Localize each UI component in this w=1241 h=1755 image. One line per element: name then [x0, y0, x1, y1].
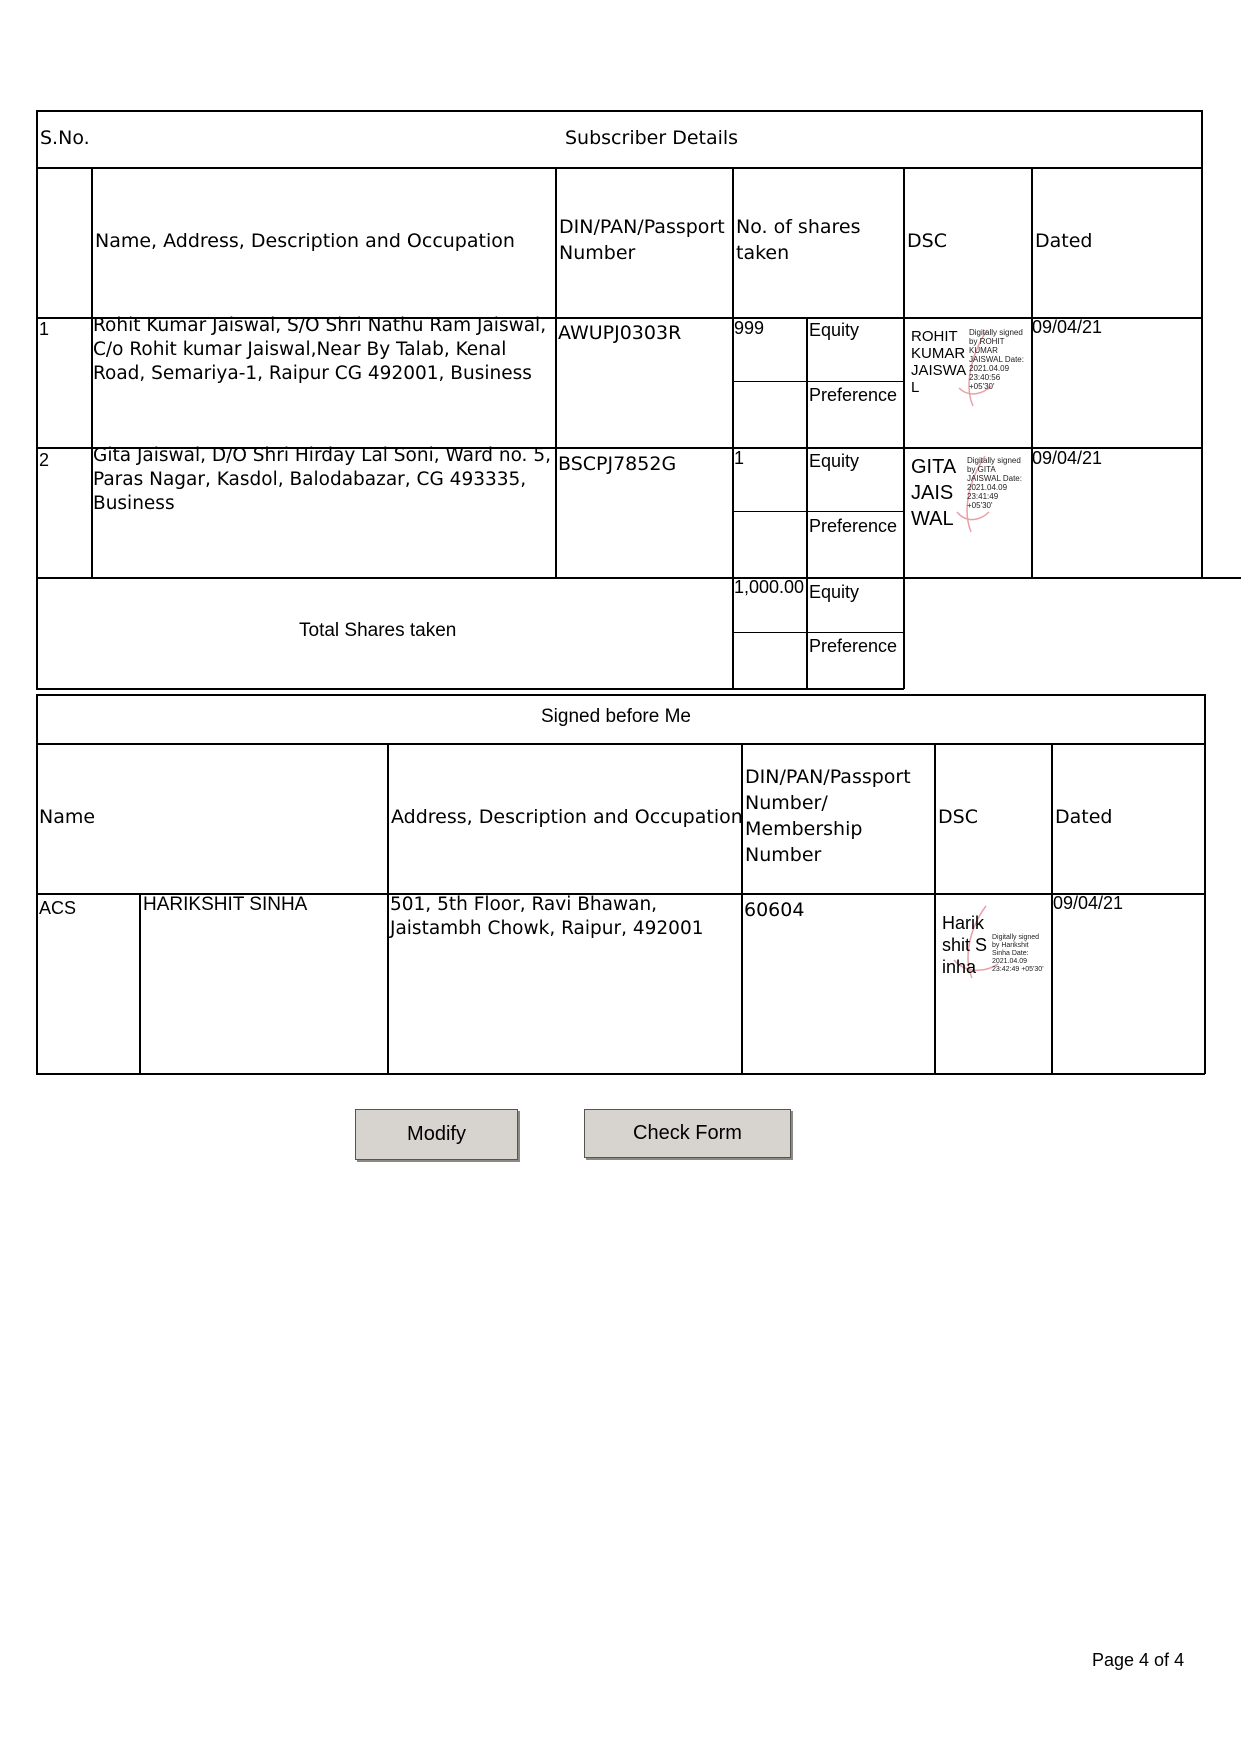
witness-din-header: DIN/PAN/Passport Number/ Membership Number	[745, 766, 911, 866]
dsc-column-header: DSC	[907, 230, 947, 252]
signed-before-me-title: Signed before Me	[541, 706, 691, 727]
subscriber-details-title: Subscriber Details	[565, 127, 739, 149]
equity-shares: 999	[734, 318, 765, 338]
equity-label: Equity	[809, 451, 860, 471]
page-number: Page 4 of 4	[1092, 1650, 1185, 1670]
din-value: BSCPJ7852G	[558, 453, 677, 475]
dsc-signature-meta: Digitally signed by Harikshit Sinha Date: 2021.04.09 23:42:49 +05'30'	[992, 934, 1044, 973]
shares-column-header: No. of shares taken	[736, 216, 861, 264]
dated-column-header: Dated	[1035, 230, 1093, 252]
digital-signature	[911, 328, 1029, 408]
preference-label: Preference	[809, 385, 898, 405]
witness-dsc-header: DSC	[938, 806, 978, 828]
row-sno: 1	[39, 319, 50, 339]
modify-button[interactable]: Modify	[355, 1109, 518, 1160]
witness-address: 501, 5th Floor, Ravi Bhawan, Jaistambh Chowk, Raipur, 492001	[390, 894, 704, 939]
witness-name-header: Name	[39, 806, 96, 828]
witness-dated: 09/04/21	[1053, 893, 1124, 913]
sno-header: S.No.	[40, 127, 90, 149]
membership-number: 60604	[744, 899, 805, 921]
subscriber-details: Rohit Kumar Jaiswal, S/O Shri Nathu Ram Jaiswal, C/o Rohit kumar Jaiswal,Near By Talab, Kenal Road, Semariya-1, Raipur CG 492001, Business	[93, 315, 547, 384]
subscriber-details: Gita Jaiswal, D/O Shri Hirday Lal Soni, Ward no. 5, Paras Nagar, Kasdol, Balodabazar, CG 493335, Business	[93, 445, 551, 514]
witness-address-header: Address, Description and Occupation	[391, 806, 743, 828]
din-column-header: DIN/PAN/Passport Number	[559, 216, 725, 264]
witness-dated-header: Dated	[1055, 806, 1113, 828]
din-value: AWUPJ0303R	[558, 322, 682, 344]
dated-value: 09/04/21	[1032, 317, 1103, 337]
total-equity-label: Equity	[809, 582, 860, 602]
witness-prefix: ACS	[39, 898, 77, 918]
name-column-header: Name, Address, Description and Occupation	[95, 230, 515, 252]
check-form-button[interactable]: Check Form	[584, 1109, 791, 1158]
witness-name: HARIKSHIT SINHA	[143, 894, 308, 915]
equity-shares: 1	[734, 448, 745, 468]
dsc-signature-meta: Digitally signed by GITA JAISWAL Date: 2021.04.09 23:41:49 +05'30'	[967, 456, 1022, 510]
dsc-signer-name: Harik shit Sinha	[942, 913, 988, 977]
equity-label: Equity	[809, 320, 860, 340]
total-shares-label: Total Shares taken	[299, 620, 457, 641]
dsc-signer-name: GITA JAIS WAL	[911, 456, 956, 530]
preference-label: Preference	[809, 516, 898, 536]
digital-signature	[911, 454, 1029, 536]
dsc-signature-meta: Digitally signed by ROHIT KUMAR JAISWAL Date: 2021.04.09 23:40:56 +05'30'	[969, 328, 1024, 391]
total-equity-shares: 1,000.00	[734, 577, 805, 597]
total-preference-label: Preference	[809, 636, 898, 656]
row-sno: 2	[39, 450, 50, 470]
dsc-signer-name: ROHIT KUMAR JAISWA L	[911, 328, 966, 396]
dated-value: 09/04/21	[1032, 448, 1103, 468]
digital-signature	[942, 904, 1050, 984]
